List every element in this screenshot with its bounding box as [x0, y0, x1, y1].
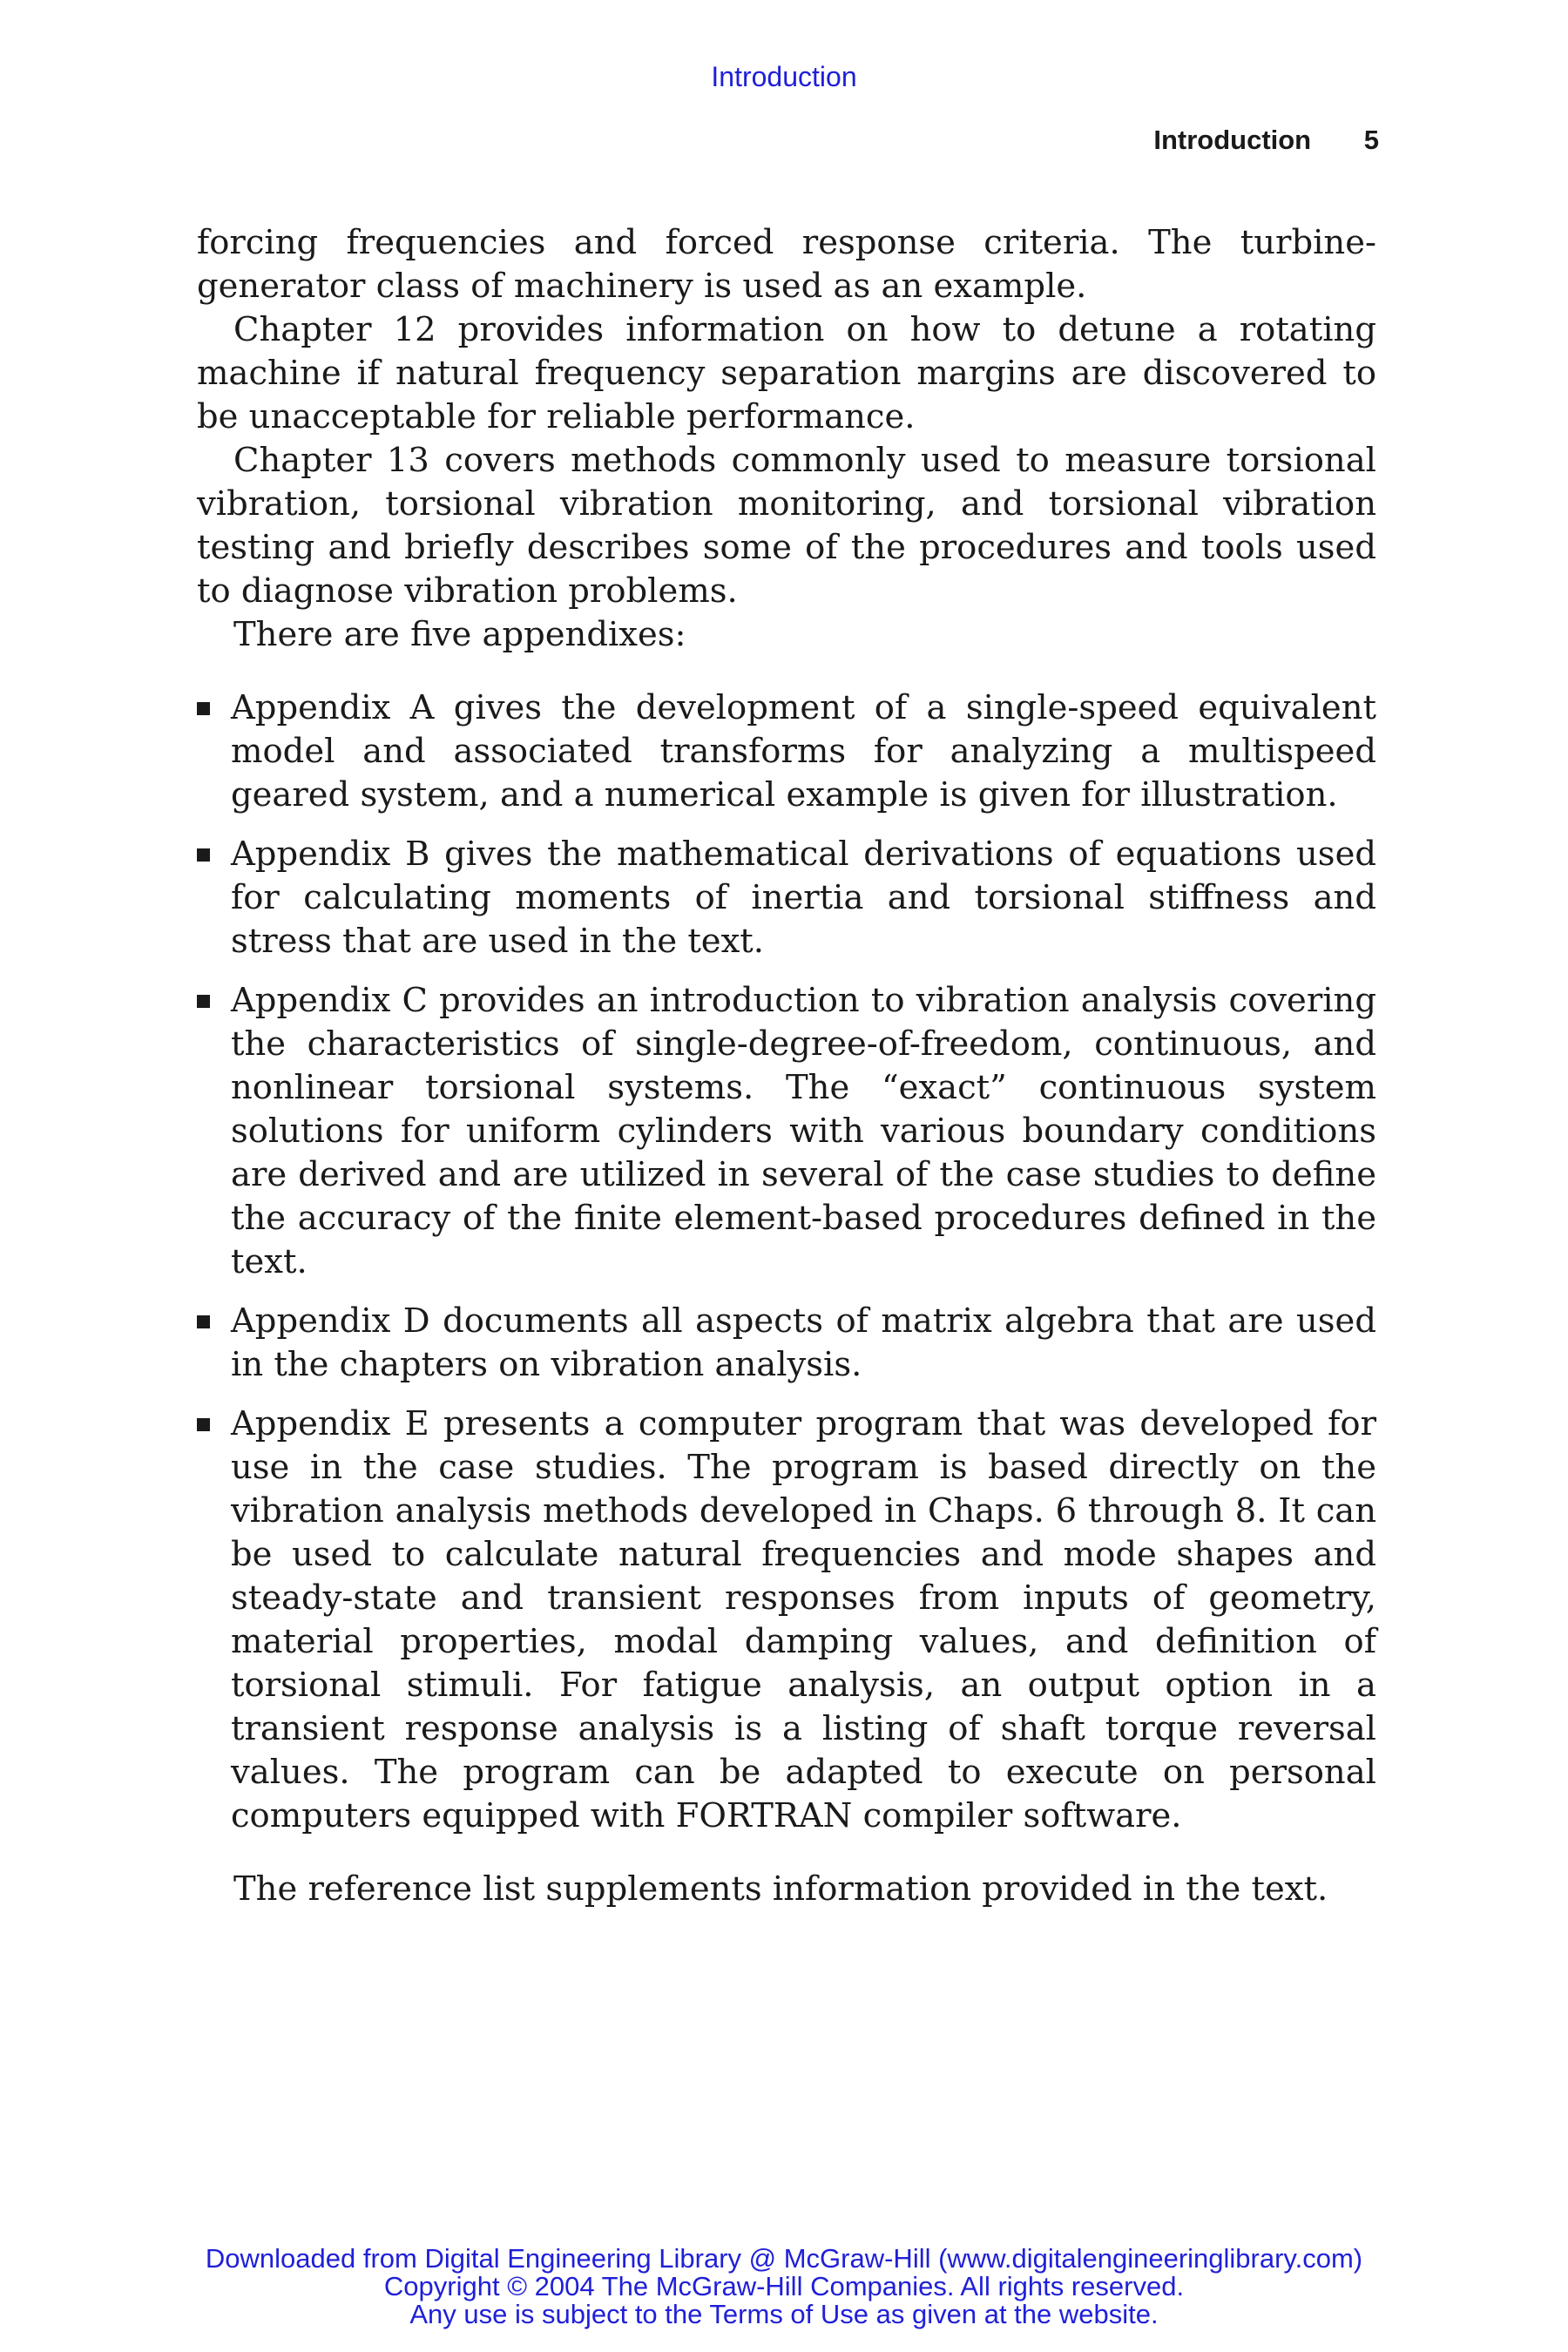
- appendix-list: [197, 686, 1376, 1838]
- footer-download-link[interactable]: Downloaded from Digital Engineering Library @ McGraw-Hill (www.digitalengineeringlibrary.com): [205, 2243, 1363, 2274]
- chapter-link[interactable]: Introduction: [711, 61, 857, 92]
- bullet-icon: [197, 702, 210, 715]
- paragraph-continuation: forcing frequencies and forced response criteria. The turbine-generator class of machinery is used as an example.: [197, 223, 1376, 306]
- list-item-appendix-c: [197, 979, 1376, 1284]
- list-item-text: Appendix A gives the development of a single-speed equivalent model and associated transforms for analyzing a multispeed geared system, and a numerical example is given for illustration.: [231, 688, 1376, 814]
- list-item-appendix-e: [197, 1402, 1376, 1838]
- paragraph-chapter-12: Chapter 12 provides information on how to detune a rotating machine if natural frequency separation margins are discovered to be unacceptable for reliable performance.: [197, 310, 1376, 436]
- list-item-text: Appendix B gives the mathematical derivations of equations used for calculating moments of inertia and torsional stiffness and stress that are used in the text.: [231, 835, 1376, 961]
- body-text: [197, 221, 1376, 1911]
- bullet-icon: [197, 1418, 210, 1431]
- footer-copyright: Copyright © 2004 The McGraw-Hill Companies. All rights reserved.: [383, 2271, 1185, 2301]
- bullet-icon: [197, 995, 210, 1008]
- list-item-appendix-a: [197, 686, 1376, 817]
- footer: [0, 2245, 1568, 2328]
- paragraph-chapter-13: Chapter 13 covers methods commonly used to measure torsional vibration, torsional vibration monitoring, and torsional vibration testing and briefly describes some of the procedures and tools used to diagnose vibration problems.: [197, 441, 1376, 611]
- bullet-icon: [197, 1315, 210, 1328]
- paragraph-closing: The reference list supplements information provided in the text.: [233, 1869, 1328, 1909]
- list-item-appendix-d: [197, 1300, 1376, 1387]
- bullet-icon: [197, 848, 210, 862]
- list-item-appendix-b: [197, 833, 1376, 963]
- footer-terms: Any use is subject to the Terms of Use as given at the website.: [409, 2299, 1159, 2329]
- list-item-text: Appendix E presents a computer program that was developed for use in the case studies. The program is based directly on the vibration analysis methods developed in Chaps. 6 through 8. It can be used to calculate natural frequencies and mode shapes and steady-state and transient responses from inputs of geometry, material properties, modal damping values, and definition of torsional stimuli. For fatigue analysis, an output option in a transient response analysis is a listing of shaft torque reversal values. The program can be adapted to execute on personal computers equipped with FORTRAN compiler software.: [231, 1404, 1376, 1835]
- running-head: [1153, 125, 1379, 156]
- page-number: 5: [1363, 125, 1379, 155]
- list-item-text: Appendix C provides an introduction to vibration analysis covering the characteristics of single-degree-of-freedom, continuous, and nonlinear torsional systems. The “exact” continuous system solutions for uniform cylinders with various boundary conditions are derived and are utilized in several of the case studies to define the accuracy of the finite element-based procedures defined in the text.: [231, 981, 1376, 1281]
- running-head-title: Introduction: [1153, 125, 1312, 155]
- paragraph-appendixes-intro: There are five appendixes:: [233, 615, 686, 654]
- list-item-text: Appendix D documents all aspects of matrix algebra that are used in the chapters on vibration analysis.: [231, 1301, 1376, 1384]
